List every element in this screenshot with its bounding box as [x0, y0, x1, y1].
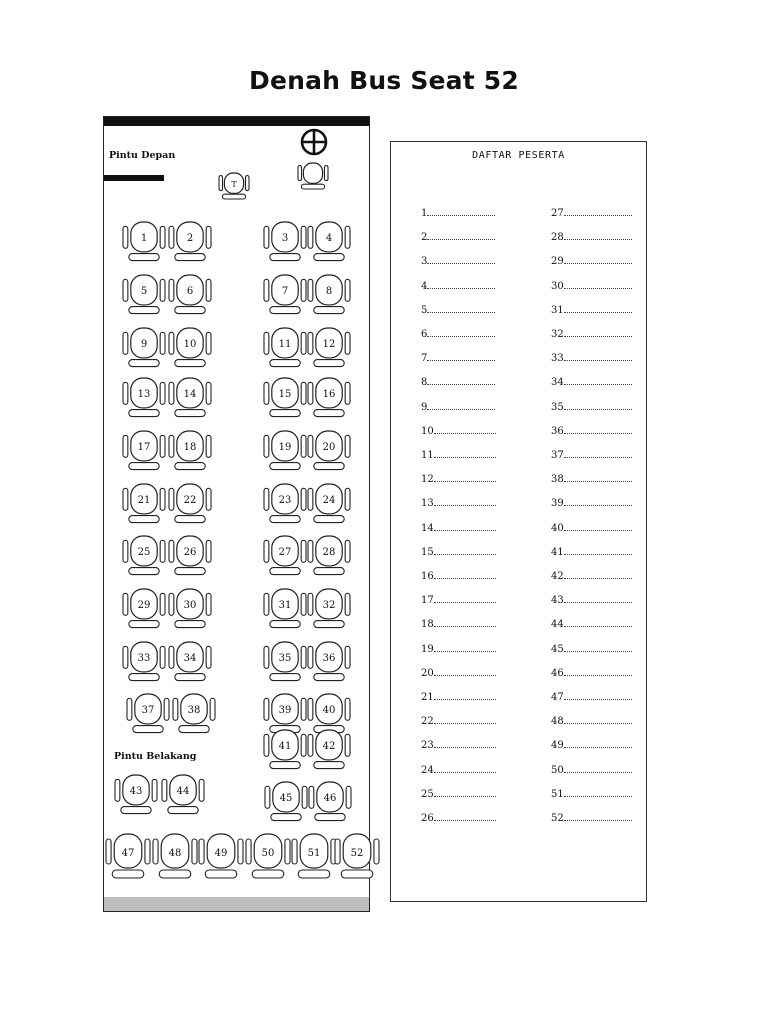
steering-wheel-icon	[300, 128, 328, 156]
participant-number: 22	[421, 716, 434, 728]
participant-number: 35	[551, 401, 564, 413]
participant-name-line[interactable]	[564, 207, 632, 216]
participant-entry[interactable]	[551, 594, 632, 607]
participant-number: 42	[551, 571, 564, 582]
seat-number: 22	[183, 495, 197, 506]
participant-name-line[interactable]	[434, 473, 496, 482]
participant-entry[interactable]	[551, 570, 632, 583]
participant-entry[interactable]	[421, 522, 496, 535]
participant-name-line[interactable]	[434, 667, 496, 676]
seat-number: 24	[322, 495, 336, 506]
seat-50[interactable]	[245, 833, 291, 883]
seat-12[interactable]	[307, 327, 351, 371]
seat-1[interactable]	[122, 221, 166, 265]
participant-number: 51	[551, 788, 564, 800]
seat-number: 21	[137, 495, 151, 506]
participant-number: 52	[551, 813, 564, 824]
seat-number: 8	[325, 286, 333, 297]
seat-number: 20	[322, 442, 336, 453]
participant-name-line[interactable]	[564, 231, 632, 240]
front-door-marker	[104, 175, 164, 181]
participant-entry[interactable]	[551, 401, 632, 414]
seat-number: 1	[140, 233, 148, 244]
participant-number: 1	[421, 208, 428, 219]
seat-number: 14	[183, 389, 197, 400]
participant-name-line[interactable]	[427, 304, 495, 313]
participant-entry[interactable]	[551, 304, 632, 317]
seat-25[interactable]	[122, 535, 166, 579]
participant-name-line[interactable]	[564, 328, 632, 337]
participant-number: 40	[551, 522, 564, 534]
seat-number: 9	[140, 339, 148, 350]
seat-21[interactable]	[122, 483, 166, 527]
participant-number: 20	[421, 667, 434, 679]
seat-number: 45	[279, 793, 293, 804]
participant-name-line[interactable]	[564, 473, 632, 482]
participant-name-line[interactable]	[564, 643, 632, 652]
seat-4[interactable]	[307, 221, 351, 265]
participant-number: 11	[421, 450, 434, 461]
participant-number: 9	[421, 401, 428, 413]
participant-entry[interactable]	[551, 812, 632, 825]
participant-number: 17	[421, 595, 434, 607]
seat-number: 36	[322, 653, 336, 664]
seat-6[interactable]	[168, 274, 212, 318]
participant-name-line[interactable]	[434, 449, 496, 458]
participant-name-line[interactable]	[434, 425, 496, 434]
participant-name-line[interactable]	[434, 570, 496, 579]
participant-number: 50	[551, 764, 564, 776]
seat-35[interactable]	[263, 641, 307, 685]
seat-14[interactable]	[168, 377, 212, 421]
participant-entry[interactable]	[421, 449, 496, 462]
participant-name-line[interactable]	[564, 618, 632, 627]
seat-number: T	[231, 180, 237, 189]
participant-name-line[interactable]	[434, 812, 496, 821]
participant-entry[interactable]	[421, 594, 496, 607]
participant-number: 3	[421, 256, 428, 268]
front-door-label: Pintu Depan	[109, 150, 176, 161]
participant-number: 21	[421, 692, 434, 703]
seat-16[interactable]	[307, 377, 351, 421]
seat-47[interactable]	[105, 833, 151, 883]
participant-number: 4	[421, 280, 428, 292]
participant-name-line[interactable]	[434, 691, 496, 700]
seat-27[interactable]	[263, 535, 307, 579]
seat-number: 29	[137, 600, 151, 611]
seat-24[interactable]	[307, 483, 351, 527]
participant-number: 24	[421, 764, 434, 776]
participant-name-line[interactable]	[564, 425, 632, 434]
seat-number: 49	[214, 848, 228, 859]
participant-number: 8	[421, 377, 428, 389]
participant-number: 49	[551, 740, 564, 752]
seat-number: 2	[186, 233, 194, 244]
participant-number: 39	[551, 498, 564, 510]
seat-26[interactable]	[168, 535, 212, 579]
seat-number: 39	[278, 705, 292, 716]
seat-30[interactable]	[168, 588, 212, 632]
participant-number: 29	[551, 256, 564, 268]
participant-entry[interactable]	[551, 764, 632, 777]
participant-name-line[interactable]	[564, 401, 632, 410]
participant-entry[interactable]	[421, 643, 496, 656]
participant-number: 33	[551, 353, 564, 365]
seat-number: 16	[322, 389, 336, 400]
participant-number: 10	[421, 425, 434, 437]
seat-number: 12	[322, 339, 336, 350]
participant-name-line[interactable]	[434, 594, 496, 603]
participant-number: 28	[551, 232, 564, 244]
participant-name-line[interactable]	[434, 546, 496, 555]
participant-number: 31	[551, 304, 564, 316]
seat-13[interactable]	[122, 377, 166, 421]
participant-number: 25	[421, 788, 434, 800]
seat-number: 11	[278, 339, 292, 350]
participant-entry[interactable]	[551, 667, 632, 680]
seat-9[interactable]	[122, 327, 166, 371]
participant-name-line[interactable]	[564, 715, 632, 724]
seat-2[interactable]	[168, 221, 212, 265]
participant-name-line[interactable]	[564, 739, 632, 748]
seat-52[interactable]	[334, 833, 380, 883]
front-seat[interactable]	[297, 162, 329, 192]
participant-entry[interactable]	[551, 618, 632, 631]
participant-name-line[interactable]	[434, 522, 496, 531]
participant-number: 43	[551, 595, 564, 607]
participant-name-line[interactable]	[564, 667, 632, 676]
seat-41[interactable]	[263, 729, 307, 773]
participant-entry[interactable]	[551, 425, 632, 438]
seat-48[interactable]	[152, 833, 198, 883]
participant-entry[interactable]	[551, 207, 632, 220]
participant-name-line[interactable]	[564, 280, 632, 289]
bus-front-wall	[104, 117, 369, 126]
seat-15[interactable]	[263, 377, 307, 421]
seat-36[interactable]	[307, 641, 351, 685]
seat-number: 46	[323, 793, 337, 804]
seat-number: 47	[121, 848, 135, 859]
bus-layout	[103, 116, 370, 912]
participant-entry[interactable]	[551, 352, 632, 365]
participant-name-line[interactable]	[434, 618, 496, 627]
seat-28[interactable]	[307, 535, 351, 579]
seat-43[interactable]	[114, 774, 158, 818]
seat-number: 37	[141, 705, 155, 716]
seat-11[interactable]	[263, 327, 307, 371]
participant-number: 12	[421, 474, 434, 486]
participant-entry[interactable]	[551, 280, 632, 293]
participant-entry[interactable]	[421, 425, 496, 438]
participant-list-title: DAFTAR PESERTA	[472, 150, 565, 161]
participant-number: 45	[551, 643, 564, 655]
seat-number: 30	[183, 600, 197, 611]
seat-5[interactable]	[122, 274, 166, 318]
participant-number: 41	[551, 546, 564, 558]
participant-name-line[interactable]	[434, 497, 496, 506]
participant-entry[interactable]	[421, 691, 496, 704]
participant-entry[interactable]	[551, 231, 632, 244]
seat-8[interactable]	[307, 274, 351, 318]
participant-name-line[interactable]	[564, 449, 632, 458]
participant-name-line[interactable]	[564, 376, 632, 385]
seat-number: 40	[322, 705, 336, 716]
seat-number: 35	[278, 653, 292, 664]
participant-entry[interactable]	[421, 376, 495, 389]
seat-38[interactable]	[172, 693, 216, 737]
seat-51[interactable]	[291, 833, 337, 883]
seat-number: 48	[168, 848, 182, 859]
seat-31[interactable]	[263, 588, 307, 632]
participant-entry[interactable]	[551, 473, 632, 486]
participant-entry[interactable]	[421, 207, 495, 220]
participant-name-line[interactable]	[564, 812, 632, 821]
seat-number: 34	[183, 653, 197, 664]
seat-number: 13	[137, 389, 151, 400]
participant-name-line[interactable]	[434, 715, 496, 724]
seat-number: 27	[278, 547, 292, 558]
participant-number: 14	[421, 522, 434, 534]
seat-37[interactable]	[126, 693, 170, 737]
participant-name-line[interactable]	[564, 764, 632, 773]
seat-number: 3	[281, 233, 289, 244]
participant-number: 6	[421, 329, 428, 340]
participant-number: 34	[551, 377, 564, 389]
seat-29[interactable]	[122, 588, 166, 632]
participant-entry[interactable]	[551, 376, 632, 389]
participant-name-line[interactable]	[427, 255, 495, 264]
seat-18[interactable]	[168, 430, 212, 474]
participant-entry[interactable]	[421, 812, 496, 825]
participant-entry[interactable]	[421, 304, 495, 317]
seat-10[interactable]	[168, 327, 212, 371]
seat-22[interactable]	[168, 483, 212, 527]
seat-number: 52	[350, 848, 364, 859]
participant-entry[interactable]	[551, 715, 632, 728]
participant-name-line[interactable]	[427, 376, 495, 385]
participant-number: 23	[421, 740, 434, 752]
participant-name-line[interactable]	[564, 304, 632, 313]
bus-rear-wall	[104, 897, 369, 911]
seat-17[interactable]	[122, 430, 166, 474]
seat-46[interactable]	[308, 781, 352, 825]
participant-number: 30	[551, 280, 564, 292]
participant-name-line[interactable]	[427, 280, 495, 289]
participant-name-line[interactable]	[427, 352, 495, 361]
participant-entry[interactable]	[551, 546, 632, 559]
participant-entry[interactable]	[551, 739, 632, 752]
seat-number: 38	[187, 705, 201, 716]
participant-number: 47	[551, 692, 564, 703]
page-title: Denah Bus Seat 52	[249, 66, 519, 95]
participant-entry[interactable]	[421, 667, 496, 680]
participant-name-line[interactable]	[427, 207, 495, 216]
seat-33[interactable]	[122, 641, 166, 685]
participant-entry[interactable]	[421, 788, 496, 801]
seat-number: 19	[278, 442, 292, 453]
participant-name-line[interactable]	[564, 594, 632, 603]
participant-name-line[interactable]	[427, 328, 495, 337]
participant-entry[interactable]	[551, 497, 632, 510]
seat-number: 32	[322, 600, 336, 611]
seat-number: 44	[176, 786, 190, 797]
participant-number: 48	[551, 716, 564, 728]
seat-number: 6	[186, 286, 194, 297]
participant-entry[interactable]	[551, 449, 632, 462]
seat-number: 18	[183, 442, 197, 453]
seat-number: 50	[261, 848, 275, 859]
participant-number: 32	[551, 329, 564, 340]
seat-34[interactable]	[168, 641, 212, 685]
participant-number: 5	[421, 304, 428, 316]
participant-name-line[interactable]	[564, 522, 632, 531]
participant-number: 46	[551, 667, 564, 679]
participant-name-line[interactable]	[434, 739, 496, 748]
seat-number: 10	[183, 339, 197, 350]
participant-entry[interactable]	[551, 643, 632, 656]
participant-number: 7	[421, 353, 428, 365]
participant-entry[interactable]	[551, 328, 632, 341]
participant-name-line[interactable]	[564, 691, 632, 700]
seat-45[interactable]	[264, 781, 308, 825]
seat-number: 31	[278, 600, 292, 611]
participant-number: 26	[421, 813, 434, 824]
participant-name-line[interactable]	[564, 570, 632, 579]
participant-entry[interactable]	[421, 280, 495, 293]
participant-entry[interactable]	[421, 715, 496, 728]
participant-name-line[interactable]	[427, 401, 495, 410]
seat-number: 42	[322, 741, 336, 752]
seat-number: 7	[281, 286, 289, 297]
participant-name-line[interactable]	[564, 788, 632, 797]
participant-name-line[interactable]	[427, 231, 495, 240]
participant-entry[interactable]	[421, 328, 495, 341]
participant-name-line[interactable]	[564, 352, 632, 361]
participant-number: 19	[421, 643, 434, 655]
participant-entry[interactable]	[421, 497, 496, 510]
participant-entry[interactable]	[551, 691, 632, 704]
seat-number: 15	[278, 389, 292, 400]
participant-entry[interactable]	[421, 739, 496, 752]
participant-number: 16	[421, 571, 434, 582]
rear-door-label: Pintu Belakang	[114, 751, 197, 762]
seat-44[interactable]	[161, 774, 205, 818]
participant-entry[interactable]	[421, 255, 495, 268]
seat-number: 26	[183, 547, 197, 558]
seat-number: 33	[137, 653, 151, 664]
participant-entry[interactable]	[421, 764, 496, 777]
seat-number: 51	[307, 848, 321, 859]
seat-20[interactable]	[307, 430, 351, 474]
seat-7[interactable]	[263, 274, 307, 318]
participant-entry[interactable]	[421, 231, 495, 244]
seat-42[interactable]	[307, 729, 351, 773]
seat-number: 17	[137, 442, 151, 453]
participant-entry[interactable]	[421, 401, 495, 414]
seat-number: 25	[137, 547, 151, 558]
participant-entry[interactable]	[421, 570, 496, 583]
participant-name-line[interactable]	[434, 643, 496, 652]
participant-number: 37	[551, 450, 564, 461]
participant-entry[interactable]	[551, 255, 632, 268]
participant-number: 13	[421, 498, 434, 510]
participant-name-line[interactable]	[564, 497, 632, 506]
participant-name-line[interactable]	[434, 788, 496, 797]
participant-entry[interactable]	[421, 352, 495, 365]
participant-number: 15	[421, 546, 434, 558]
participant-entry[interactable]	[551, 522, 632, 535]
participant-entry[interactable]	[421, 546, 496, 559]
participant-number: 36	[551, 425, 564, 437]
participant-number: 38	[551, 474, 564, 486]
seat-number: 28	[322, 547, 336, 558]
participant-name-line[interactable]	[564, 546, 632, 555]
seat-number: 4	[325, 233, 333, 244]
participant-number: 27	[551, 208, 564, 219]
seat-number: 43	[129, 786, 143, 797]
participant-name-line[interactable]	[434, 764, 496, 773]
seat-32[interactable]	[307, 588, 351, 632]
seat-number: 23	[278, 495, 292, 506]
seat-number: 41	[278, 741, 292, 752]
seat-number	[304, 166, 322, 184]
participant-number: 18	[421, 619, 434, 631]
seat-23[interactable]	[263, 483, 307, 527]
participant-entry[interactable]	[421, 473, 496, 486]
seat-number: 5	[140, 286, 148, 297]
participant-name-line[interactable]	[564, 255, 632, 264]
participant-entry[interactable]	[421, 618, 496, 631]
participant-list	[390, 141, 647, 902]
participant-entry[interactable]	[551, 788, 632, 801]
participant-number: 44	[551, 619, 564, 631]
seat-3[interactable]	[263, 221, 307, 265]
participant-number: 2	[421, 232, 428, 244]
seat-19[interactable]	[263, 430, 307, 474]
seat-49[interactable]	[198, 833, 244, 883]
driver-seat[interactable]	[218, 172, 250, 202]
